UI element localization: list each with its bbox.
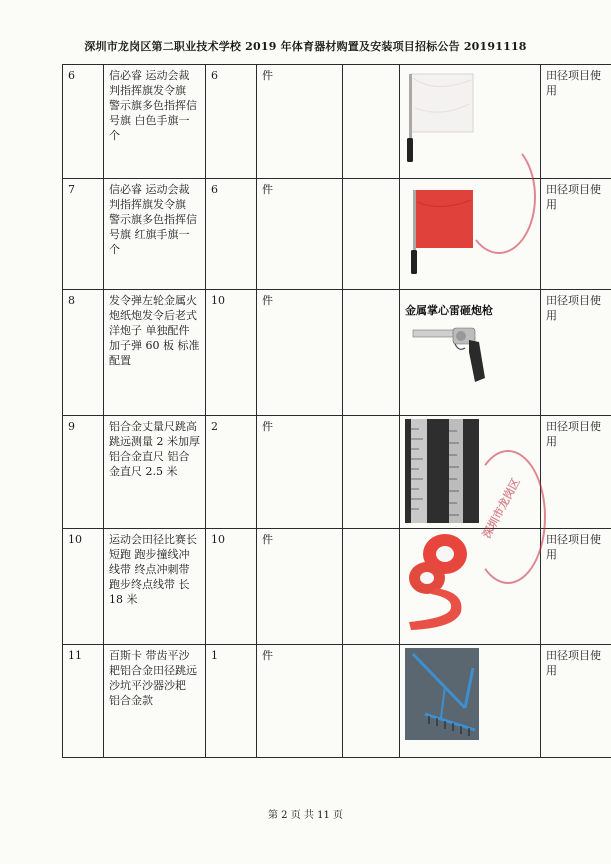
official-stamp-text: 深圳市龙岗区 (480, 476, 523, 541)
measuring-ruler-icon (405, 419, 535, 523)
empty-cell (343, 290, 400, 416)
item-usage: 田径项目使用 (541, 179, 611, 290)
item-name: 发令弹左轮金属火炮纸炮发令后老式洋炮子 单独配件加子弹 60 板 标准配置 (104, 290, 206, 416)
item-quantity: 2 (206, 416, 257, 529)
item-unit: 件 (257, 529, 343, 645)
item-usage: 田径项目使用 (541, 65, 611, 179)
empty-cell (343, 179, 400, 290)
item-image-cell (400, 65, 541, 179)
item-name: 运动会田径比赛长短跑 跑步撞线冲线带 终点冲刺带 跑步终点线带 长 18 米 (104, 529, 206, 645)
row-index: 7 (63, 179, 104, 290)
item-quantity: 10 (206, 529, 257, 645)
image-caption: 金属掌心雷砸炮枪 (405, 304, 493, 317)
row-index: 9 (63, 416, 104, 529)
red-flag-icon (405, 182, 535, 282)
item-quantity: 6 (206, 179, 257, 290)
table-row (63, 529, 611, 645)
table-row (63, 65, 611, 179)
item-usage: 田径项目使用 (541, 645, 611, 758)
row-index: 11 (63, 645, 104, 758)
item-name: 信必睿 运动会裁判指挥旗发令旗 警示旗多色指挥信号旗 红旗手旗一个 (104, 179, 206, 290)
row-index: 8 (63, 290, 104, 416)
item-usage: 田径项目使用 (541, 529, 611, 645)
item-unit: 件 (257, 65, 343, 179)
item-unit: 件 (257, 645, 343, 758)
table-row (63, 290, 611, 416)
equipment-table (62, 64, 611, 758)
white-flag-icon (405, 68, 535, 172)
table-row (63, 416, 611, 529)
page-number: 第 2 页 共 11 页 (268, 810, 343, 821)
item-image-cell (400, 290, 541, 416)
item-quantity: 6 (206, 65, 257, 179)
empty-cell (343, 529, 400, 645)
finish-tape-icon (405, 532, 535, 636)
item-usage: 田径项目使用 (541, 290, 611, 416)
row-index: 6 (63, 65, 104, 179)
sand-rake-icon (405, 648, 535, 740)
table-row (63, 179, 611, 290)
item-image-cell (400, 179, 541, 290)
item-image-cell (400, 529, 541, 645)
page-title: 深圳市龙岗区第二职业技术学校 2019 年体育器材购置及安装项目招标公告 20191118 (84, 40, 527, 53)
empty-cell (343, 65, 400, 179)
item-quantity: 1 (206, 645, 257, 758)
item-image-cell (400, 645, 541, 758)
starter-pistol-icon (405, 322, 525, 392)
item-unit: 件 (257, 179, 343, 290)
item-quantity: 10 (206, 290, 257, 416)
row-index: 10 (63, 529, 104, 645)
item-unit: 件 (257, 290, 343, 416)
table-row (63, 645, 611, 758)
empty-cell (343, 645, 400, 758)
item-name: 百斯卡 带齿平沙耙铝合金田径跳远沙坑平沙器沙耙 铝合金款 (104, 645, 206, 758)
item-name: 铝合金丈量尺跳高跳远测量 2 米加厚铝合金直尺 铝合金直尺 2.5 米 (104, 416, 206, 529)
empty-cell (343, 416, 400, 529)
item-image-cell (400, 416, 541, 529)
item-usage: 田径项目使用 (541, 416, 611, 529)
item-unit: 件 (257, 416, 343, 529)
item-name: 信必睿 运动会裁判指挥旗发令旗 警示旗多色指挥信号旗 白色手旗一个 (104, 65, 206, 179)
